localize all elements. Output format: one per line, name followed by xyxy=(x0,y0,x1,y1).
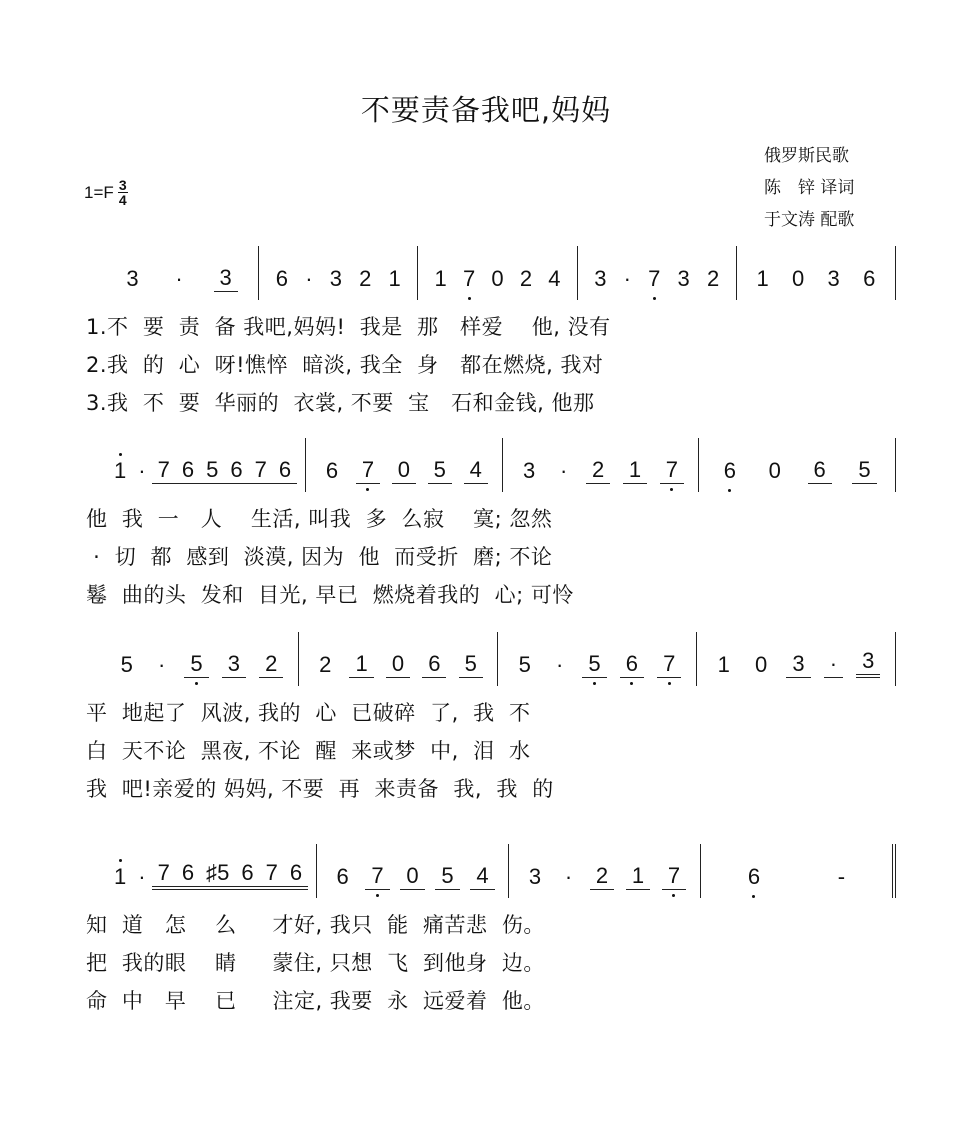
measure xyxy=(299,632,498,686)
note-digit: 6 xyxy=(181,860,195,885)
note-digit: · xyxy=(559,458,568,483)
note xyxy=(786,266,810,292)
notes-row xyxy=(86,254,896,300)
note-digit: 6 xyxy=(747,864,761,889)
note xyxy=(582,651,606,678)
note-digit: 3 xyxy=(827,266,840,291)
note-digit: 1 xyxy=(355,651,368,676)
note-digit: · xyxy=(157,652,166,677)
note-digit: 7 xyxy=(254,457,267,482)
measure xyxy=(503,438,700,492)
note-digit: 2 xyxy=(706,266,720,291)
measure xyxy=(306,438,503,492)
note xyxy=(542,266,566,292)
note-digit: 6 xyxy=(325,458,339,483)
note-digit: 5 xyxy=(190,651,203,676)
note-digit: 5 xyxy=(518,652,531,677)
note-digit: 6 xyxy=(336,864,349,889)
note-digit: 3 xyxy=(594,266,607,291)
note xyxy=(626,863,650,890)
note-digit: 0 xyxy=(397,457,410,482)
note xyxy=(259,651,283,678)
note xyxy=(763,458,787,484)
note xyxy=(832,864,851,890)
note xyxy=(464,457,488,484)
score-system xyxy=(86,254,896,422)
note-digit: 0 xyxy=(792,266,805,291)
key-label: 1=F xyxy=(84,182,114,202)
note-digit: 3 xyxy=(227,651,241,676)
note-digit: 1 xyxy=(756,266,769,291)
note-digit: 7 xyxy=(462,266,476,291)
note xyxy=(857,266,881,292)
note-digit: 5 xyxy=(441,863,454,888)
note xyxy=(701,266,725,292)
note-digit: · xyxy=(555,652,564,677)
note-digit: 6 xyxy=(181,457,195,482)
note xyxy=(808,457,832,484)
note xyxy=(554,458,573,484)
note xyxy=(660,457,684,484)
note xyxy=(786,651,810,678)
note xyxy=(485,266,509,292)
note xyxy=(514,266,538,292)
time-signature-bottom: 4 xyxy=(118,192,127,208)
note-digit: 6 xyxy=(230,457,243,482)
note xyxy=(108,458,132,484)
lyric-line-verse-1: 知 道 怎 么 才好, 我只 能 痛苦悲 伤。 xyxy=(86,913,545,937)
note-digit: 0 xyxy=(491,266,504,291)
note xyxy=(586,457,610,484)
note xyxy=(273,457,297,484)
note-digit: · xyxy=(175,266,183,291)
note xyxy=(132,458,151,484)
note xyxy=(435,863,459,890)
note xyxy=(422,651,446,678)
note-digit: 5 xyxy=(120,652,133,677)
note xyxy=(662,863,686,890)
note xyxy=(856,648,880,678)
note xyxy=(588,266,612,292)
note-digit: 1 xyxy=(434,266,447,291)
notes-row xyxy=(86,640,896,686)
note xyxy=(392,457,416,484)
lyric-line-verse-3: 鬈 曲的头 发和 目光, 早已 燃烧着我的 心; 可怜 xyxy=(86,583,574,607)
note-digit: 1 xyxy=(628,457,642,482)
note-digit: 1 xyxy=(388,266,401,291)
note-digit: 1 xyxy=(631,863,645,888)
note xyxy=(718,458,742,484)
note xyxy=(657,651,681,678)
credits xyxy=(764,140,854,236)
note-digit: 3 xyxy=(677,266,690,291)
note xyxy=(672,266,696,292)
note xyxy=(115,652,139,678)
note xyxy=(200,457,224,484)
note-digit: 0 xyxy=(391,651,405,676)
note xyxy=(590,863,614,890)
note xyxy=(749,652,773,678)
note-digit: 7 xyxy=(667,863,681,888)
note xyxy=(822,266,846,292)
note-digit: 2 xyxy=(591,457,605,482)
note xyxy=(620,651,644,678)
note xyxy=(120,266,144,292)
note xyxy=(176,457,200,484)
note xyxy=(184,651,208,678)
score-system xyxy=(86,640,896,808)
note-digit: 3 xyxy=(792,651,805,676)
lyrics-block xyxy=(86,500,896,614)
note xyxy=(176,860,200,890)
note xyxy=(623,457,647,484)
note xyxy=(559,864,578,890)
note-digit: 5 xyxy=(206,457,219,482)
note xyxy=(750,266,774,292)
note xyxy=(108,864,132,890)
note xyxy=(429,266,453,292)
note-digit: 7 xyxy=(265,860,278,885)
measure xyxy=(701,844,896,898)
lyrics-block xyxy=(86,694,896,808)
note-digit: 7 xyxy=(157,860,170,885)
note xyxy=(386,651,410,678)
song-title: 不要责备我吧,妈妈 xyxy=(360,93,612,127)
notes-row xyxy=(86,446,896,492)
note-digit: 6 xyxy=(723,458,736,483)
note xyxy=(330,864,354,890)
note xyxy=(457,266,481,292)
note-digit: 7 xyxy=(665,457,678,482)
note-digit: 6 xyxy=(278,457,292,482)
lyric-line-verse-2: · 切 都 感到 淡漠, 因为 他 而受折 磨; 不论 xyxy=(86,545,553,569)
note xyxy=(132,864,151,890)
lyric-line-verse-3: 3.我 不 要 华丽的 衣裳, 不要 宝 石和金钱, 他那 xyxy=(86,391,595,415)
lyrics-block xyxy=(86,906,896,1020)
measure xyxy=(578,246,737,300)
note xyxy=(152,652,171,678)
score-system xyxy=(86,852,896,1020)
note-digit: 7 xyxy=(361,457,375,482)
notes-row xyxy=(86,852,896,898)
measure xyxy=(86,246,259,300)
note xyxy=(742,864,766,890)
note xyxy=(400,863,424,890)
note-digit: 2 xyxy=(595,863,609,888)
lyric-line-verse-2: 2.我 的 心 呀!憔悴 暗淡, 我全 身 都在燃烧, 我对 xyxy=(86,353,604,377)
note-digit: 7 xyxy=(663,651,676,676)
note-digit: 6 xyxy=(289,860,303,885)
note-digit: 0 xyxy=(768,458,781,483)
note-digit: 6 xyxy=(625,651,639,676)
note xyxy=(169,266,188,292)
note xyxy=(824,651,843,678)
credit-origin: 俄罗斯民歌 xyxy=(764,146,849,166)
note xyxy=(642,266,666,292)
note-digit: · xyxy=(305,266,313,291)
note xyxy=(224,457,248,484)
note-digit: 6 xyxy=(813,457,826,482)
note-digit: 3 xyxy=(523,458,536,483)
note-digit: 4 xyxy=(476,863,489,888)
note-digit: 5 xyxy=(858,457,871,482)
lyric-line-verse-1: 平 地起了 风波, 我的 心 已破碎 了, 我 不 xyxy=(86,701,531,725)
note-digit: · xyxy=(829,651,838,676)
note xyxy=(222,651,246,678)
note-digit: · xyxy=(623,266,631,291)
note-digit: 4 xyxy=(469,457,482,482)
note xyxy=(249,457,273,484)
note xyxy=(214,265,238,292)
note xyxy=(852,457,876,484)
note-digit: 1 xyxy=(114,864,127,889)
lyric-line-verse-2: 白 天不论 黑夜, 不论 醒 来或梦 中, 泪 水 xyxy=(86,739,531,763)
lyric-line-verse-3: 命 中 早 已 注定, 我要 永 远爱着 他。 xyxy=(86,989,545,1013)
measure xyxy=(86,632,299,686)
note-digit: 6 xyxy=(428,651,441,676)
note-digit: 6 xyxy=(241,860,254,885)
lyric-line-verse-2: 把 我的眼 睛 蒙住, 只想 飞 到他身 边。 xyxy=(86,951,545,975)
note xyxy=(349,651,373,678)
score-system xyxy=(86,446,896,614)
note-digit: 7 xyxy=(371,863,384,888)
note xyxy=(459,651,483,678)
note xyxy=(152,457,176,484)
note xyxy=(324,266,348,292)
note-digit: 1 xyxy=(717,652,730,677)
note-digit: ♯5 xyxy=(206,860,230,885)
note xyxy=(712,652,736,678)
measure xyxy=(498,632,697,686)
note-digit: · xyxy=(564,864,573,889)
credit-arranger: 于文涛 配歌 xyxy=(764,210,855,230)
note xyxy=(513,652,537,678)
note xyxy=(235,860,259,890)
lyric-line-verse-1: 1.不 要 责 备 我吧,妈妈! 我是 那 样爱 他, 没有 xyxy=(86,315,611,339)
measure xyxy=(697,632,896,686)
lyric-line-verse-1: 他 我 一 人 生活, 叫我 多 么寂 寞; 忽然 xyxy=(86,507,553,531)
note-digit: 7 xyxy=(648,266,661,291)
note-digit: 3 xyxy=(219,265,232,290)
note xyxy=(284,860,308,890)
key-signature xyxy=(84,178,128,207)
note-digit: · xyxy=(138,458,146,483)
measure xyxy=(86,438,306,492)
lyric-line-verse-3: 我 吧!亲爱的 妈妈, 不要 再 来责备 我, 我 的 xyxy=(86,777,554,801)
note-digit: 5 xyxy=(464,651,477,676)
note xyxy=(270,266,294,292)
note xyxy=(353,266,377,292)
note-digit: 4 xyxy=(548,266,561,291)
note-digit: 3 xyxy=(862,648,875,673)
note xyxy=(470,863,494,890)
note-digit: · xyxy=(138,864,146,889)
time-signature-top: 3 xyxy=(118,177,127,193)
note-digit: 3 xyxy=(528,864,542,889)
note-digit: - xyxy=(837,864,846,889)
note-digit: 7 xyxy=(157,457,170,482)
lyrics-block xyxy=(86,308,896,422)
note xyxy=(523,864,547,890)
note xyxy=(152,860,176,890)
measure xyxy=(699,438,896,492)
note xyxy=(260,860,284,890)
note-digit: 0 xyxy=(754,652,768,677)
measure xyxy=(259,246,418,300)
measure xyxy=(317,844,509,898)
measure xyxy=(509,844,701,898)
note-digit: 6 xyxy=(275,266,289,291)
measure xyxy=(737,246,896,300)
note-digit: 2 xyxy=(265,651,278,676)
note-digit: 3 xyxy=(126,266,139,291)
note xyxy=(299,266,318,292)
measure xyxy=(418,246,577,300)
note xyxy=(428,457,452,484)
note xyxy=(618,266,637,292)
note-digit: 2 xyxy=(319,652,332,677)
note-digit: 2 xyxy=(359,266,372,291)
note xyxy=(200,860,235,890)
note xyxy=(517,458,541,484)
note xyxy=(313,652,337,678)
note-digit: 2 xyxy=(519,266,533,291)
measure xyxy=(86,844,317,898)
note xyxy=(383,266,407,292)
note xyxy=(550,652,569,678)
note xyxy=(356,457,380,484)
note xyxy=(365,863,389,890)
note-digit: 5 xyxy=(433,457,446,482)
credit-translator: 陈 锌 译词 xyxy=(764,178,855,198)
note-digit: 5 xyxy=(588,651,601,676)
note-digit: 1 xyxy=(114,458,127,483)
note-digit: 6 xyxy=(863,266,876,291)
time-signature xyxy=(118,178,128,207)
note-digit: 0 xyxy=(406,863,419,888)
note-digit: 3 xyxy=(329,266,342,291)
note xyxy=(320,458,344,484)
